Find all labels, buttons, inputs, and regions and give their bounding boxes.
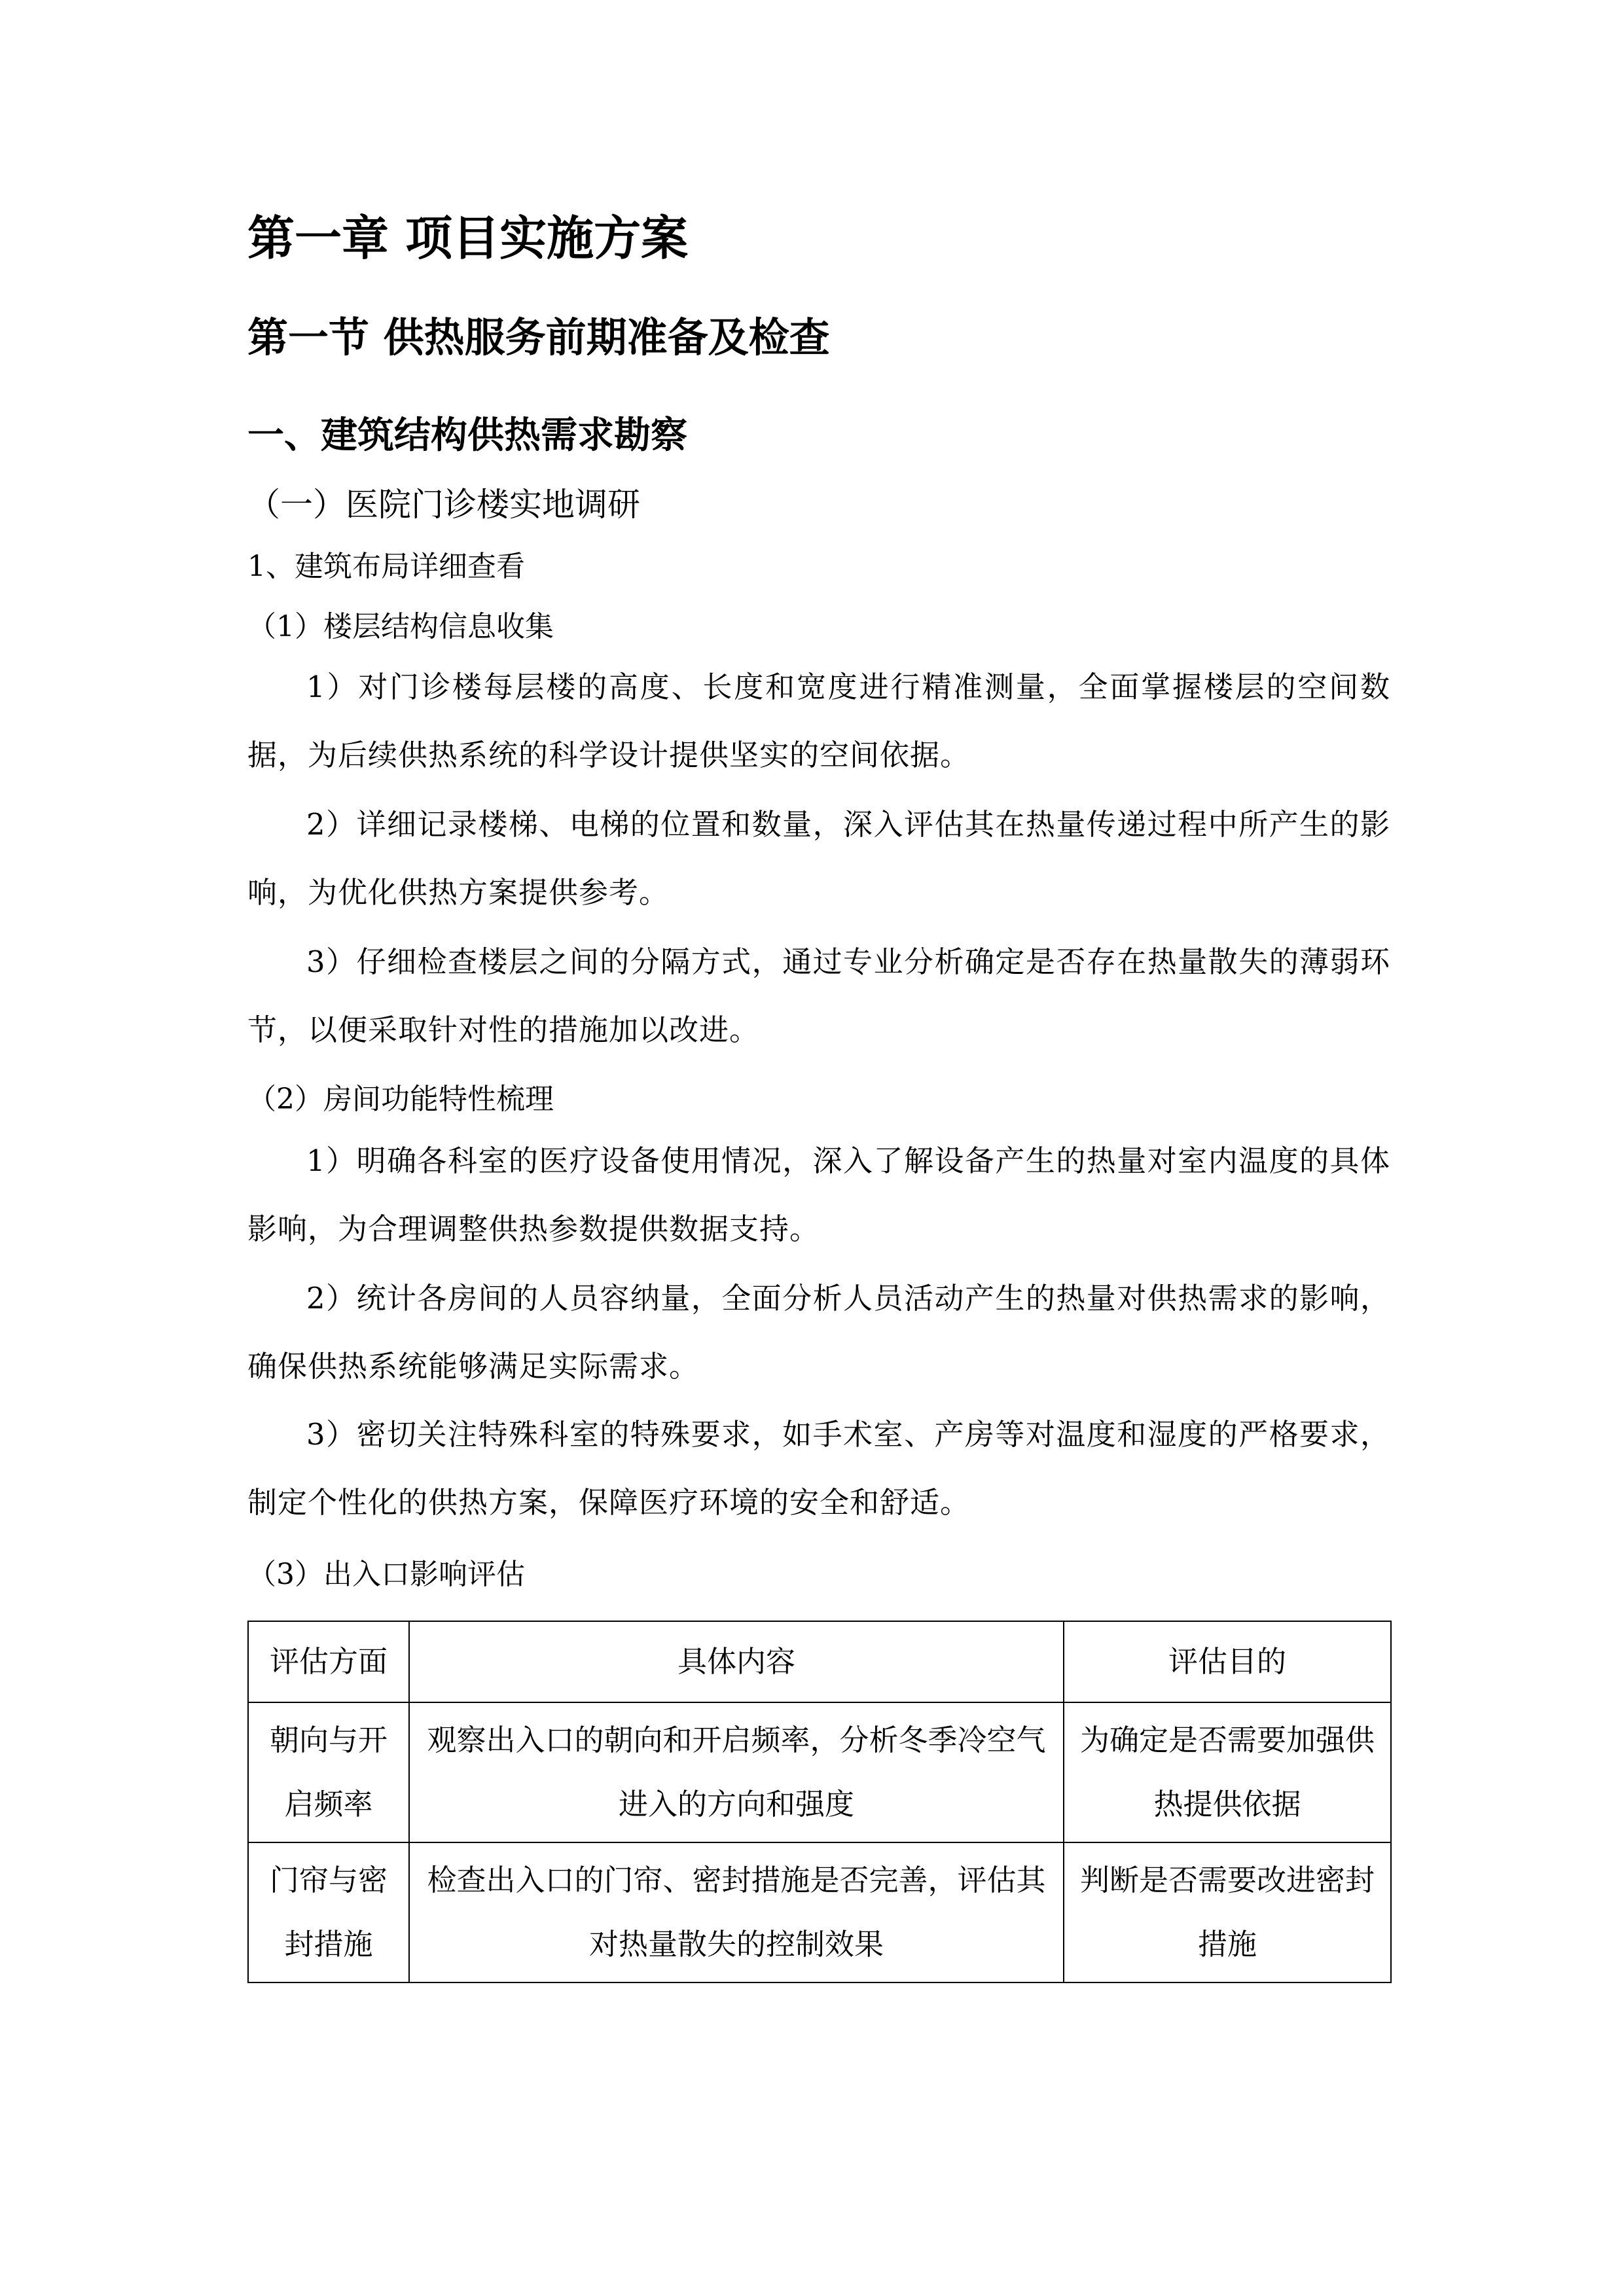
table-header-cell: 具体内容: [409, 1621, 1064, 1702]
table-header-cell: 评估目的: [1064, 1621, 1391, 1702]
paragraph: 2）统计各房间的人员容纳量，全面分析人员活动产生的热量对供热需求的影响，确保供热系统能够满足实际需求。: [247, 1281, 1390, 1384]
assessment-table: [247, 1621, 1392, 1983]
subsection-title-2: （2）房间功能特性梳理: [247, 1083, 554, 1116]
table-cell: 门帘与密封措施: [248, 1842, 409, 1982]
table-header-cell: 评估方面: [248, 1621, 409, 1702]
subsection-title-3: （3）出入口影响评估: [247, 1558, 525, 1591]
table-row: [248, 1702, 1391, 1842]
table-cell: 为确定是否需要加强供热提供依据: [1064, 1702, 1391, 1842]
table-cell: 检查出入口的门帘、密封措施是否完善，评估其对热量散失的控制效果: [409, 1842, 1064, 1982]
section-title: 第一节 供热服务前期准备及检查: [247, 314, 830, 361]
table-row: [248, 1842, 1391, 1982]
paragraph: 2）详细记录楼梯、电梯的位置和数量，深入评估其在热量传递过程中所产生的影响，为优化供热方案提供参考。: [247, 807, 1390, 910]
table-header-row: [248, 1621, 1391, 1702]
heading-level-2: （一）医院门诊楼实地调研: [247, 486, 640, 524]
table-cell: 朝向与开启频率: [248, 1702, 409, 1842]
paragraph: 1）明确各科室的医疗设备使用情况，深入了解设备产生的热量对室内温度的具体影响，为合理调整供热参数提供数据支持。: [247, 1143, 1390, 1246]
heading-level-1: 一、建筑结构供热需求勘察: [247, 414, 687, 457]
paragraph: 3）仔细检查楼层之间的分隔方式，通过专业分析确定是否存在热量散失的薄弱环节，以便采取针对性的措施加以改进。: [247, 944, 1390, 1047]
subsection-title-1: （1）楼层结构信息收集: [247, 610, 554, 643]
paragraph: 1）对门诊楼每层楼的高度、长度和宽度进行精准测量，全面掌握楼层的空间数据，为后续供热系统的科学设计提供坚实的空间依据。: [247, 670, 1390, 772]
chapter-title: 第一章 项目实施方案: [247, 211, 689, 266]
table-cell: 观察出入口的朝向和开启频率，分析冬季冷空气进入的方向和强度: [409, 1702, 1064, 1842]
table-cell: 判断是否需要改进密封措施: [1064, 1842, 1391, 1982]
heading-level-3: 1、建筑布局详细查看: [247, 550, 525, 583]
paragraph: 3）密切关注特殊科室的特殊要求，如手术室、产房等对温度和湿度的严格要求，制定个性化的供热方案，保障医疗环境的安全和舒适。: [247, 1417, 1390, 1520]
